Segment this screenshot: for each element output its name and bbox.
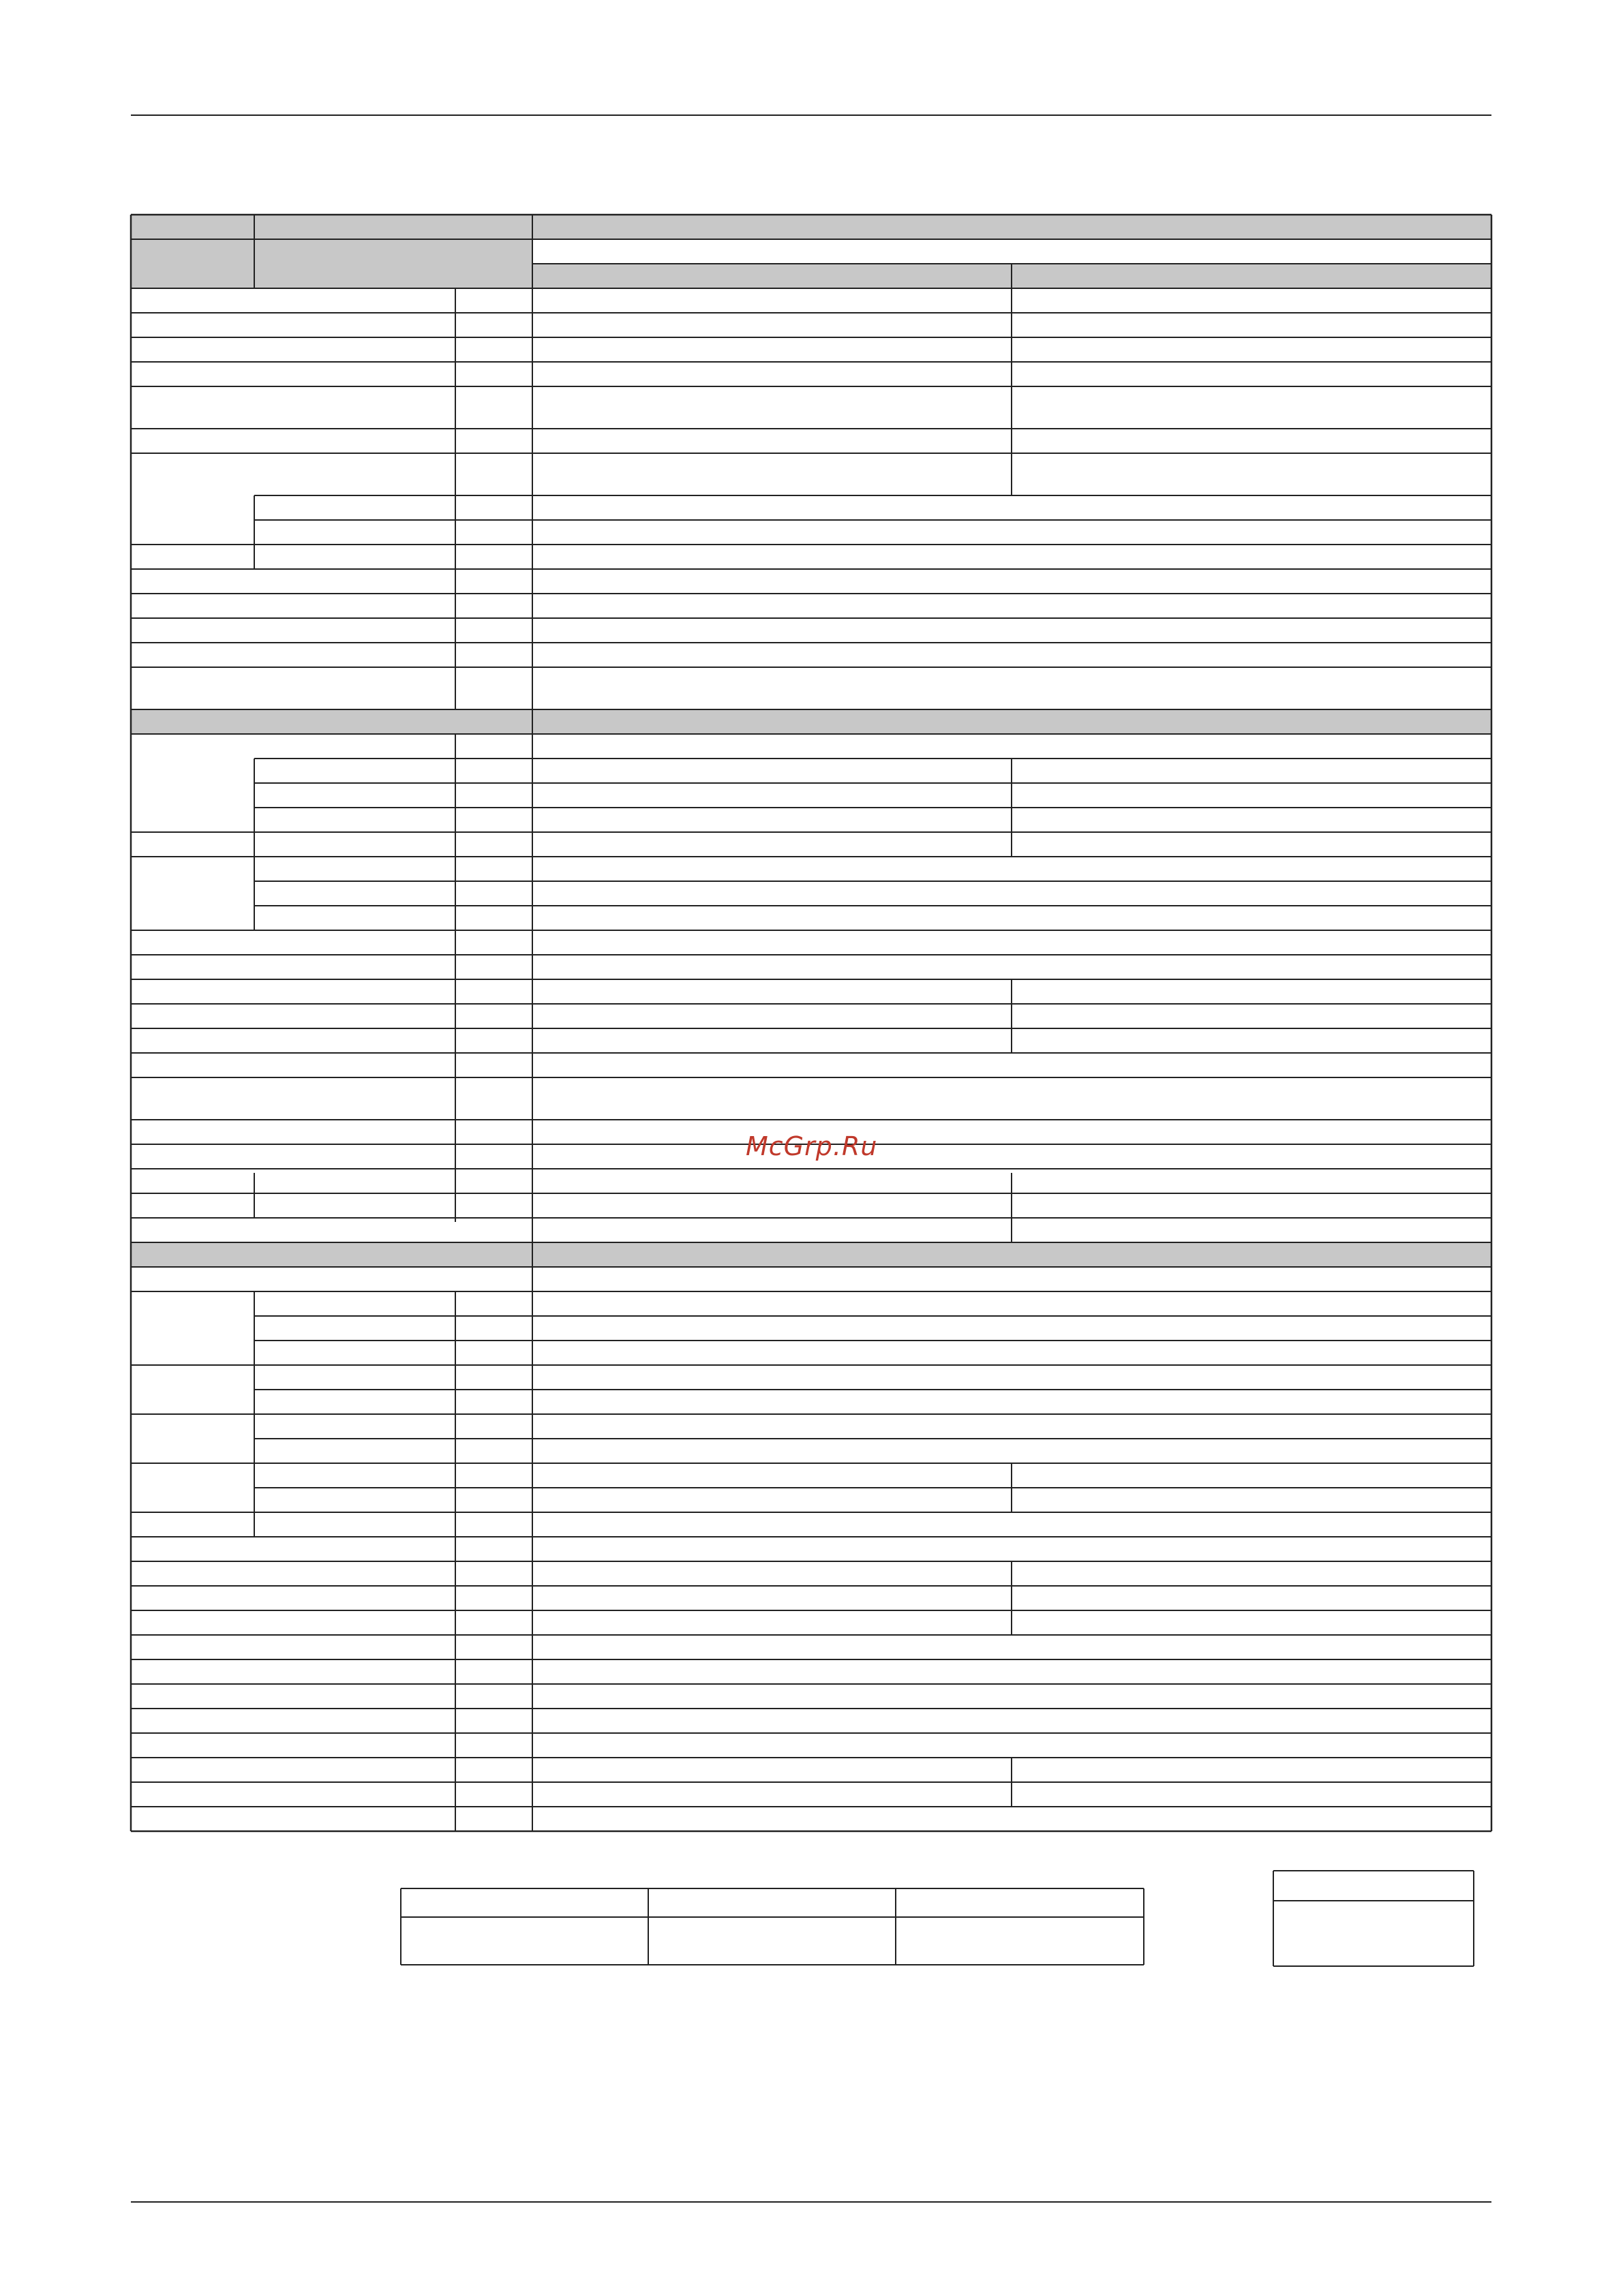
section-band-3 [131, 1242, 1491, 1267]
small-tables [401, 1871, 1474, 1966]
header-sub-left [254, 239, 532, 288]
table-lines [131, 215, 1491, 1831]
section-band-2 [131, 709, 1491, 734]
header-block-left [131, 215, 254, 288]
watermark-text: McGrp.Ru [746, 1131, 878, 1161]
header-fills [131, 215, 1491, 1267]
header-top-band [254, 215, 1491, 239]
bottom-rule [131, 2201, 1491, 2203]
signature-table [401, 1888, 1144, 1965]
